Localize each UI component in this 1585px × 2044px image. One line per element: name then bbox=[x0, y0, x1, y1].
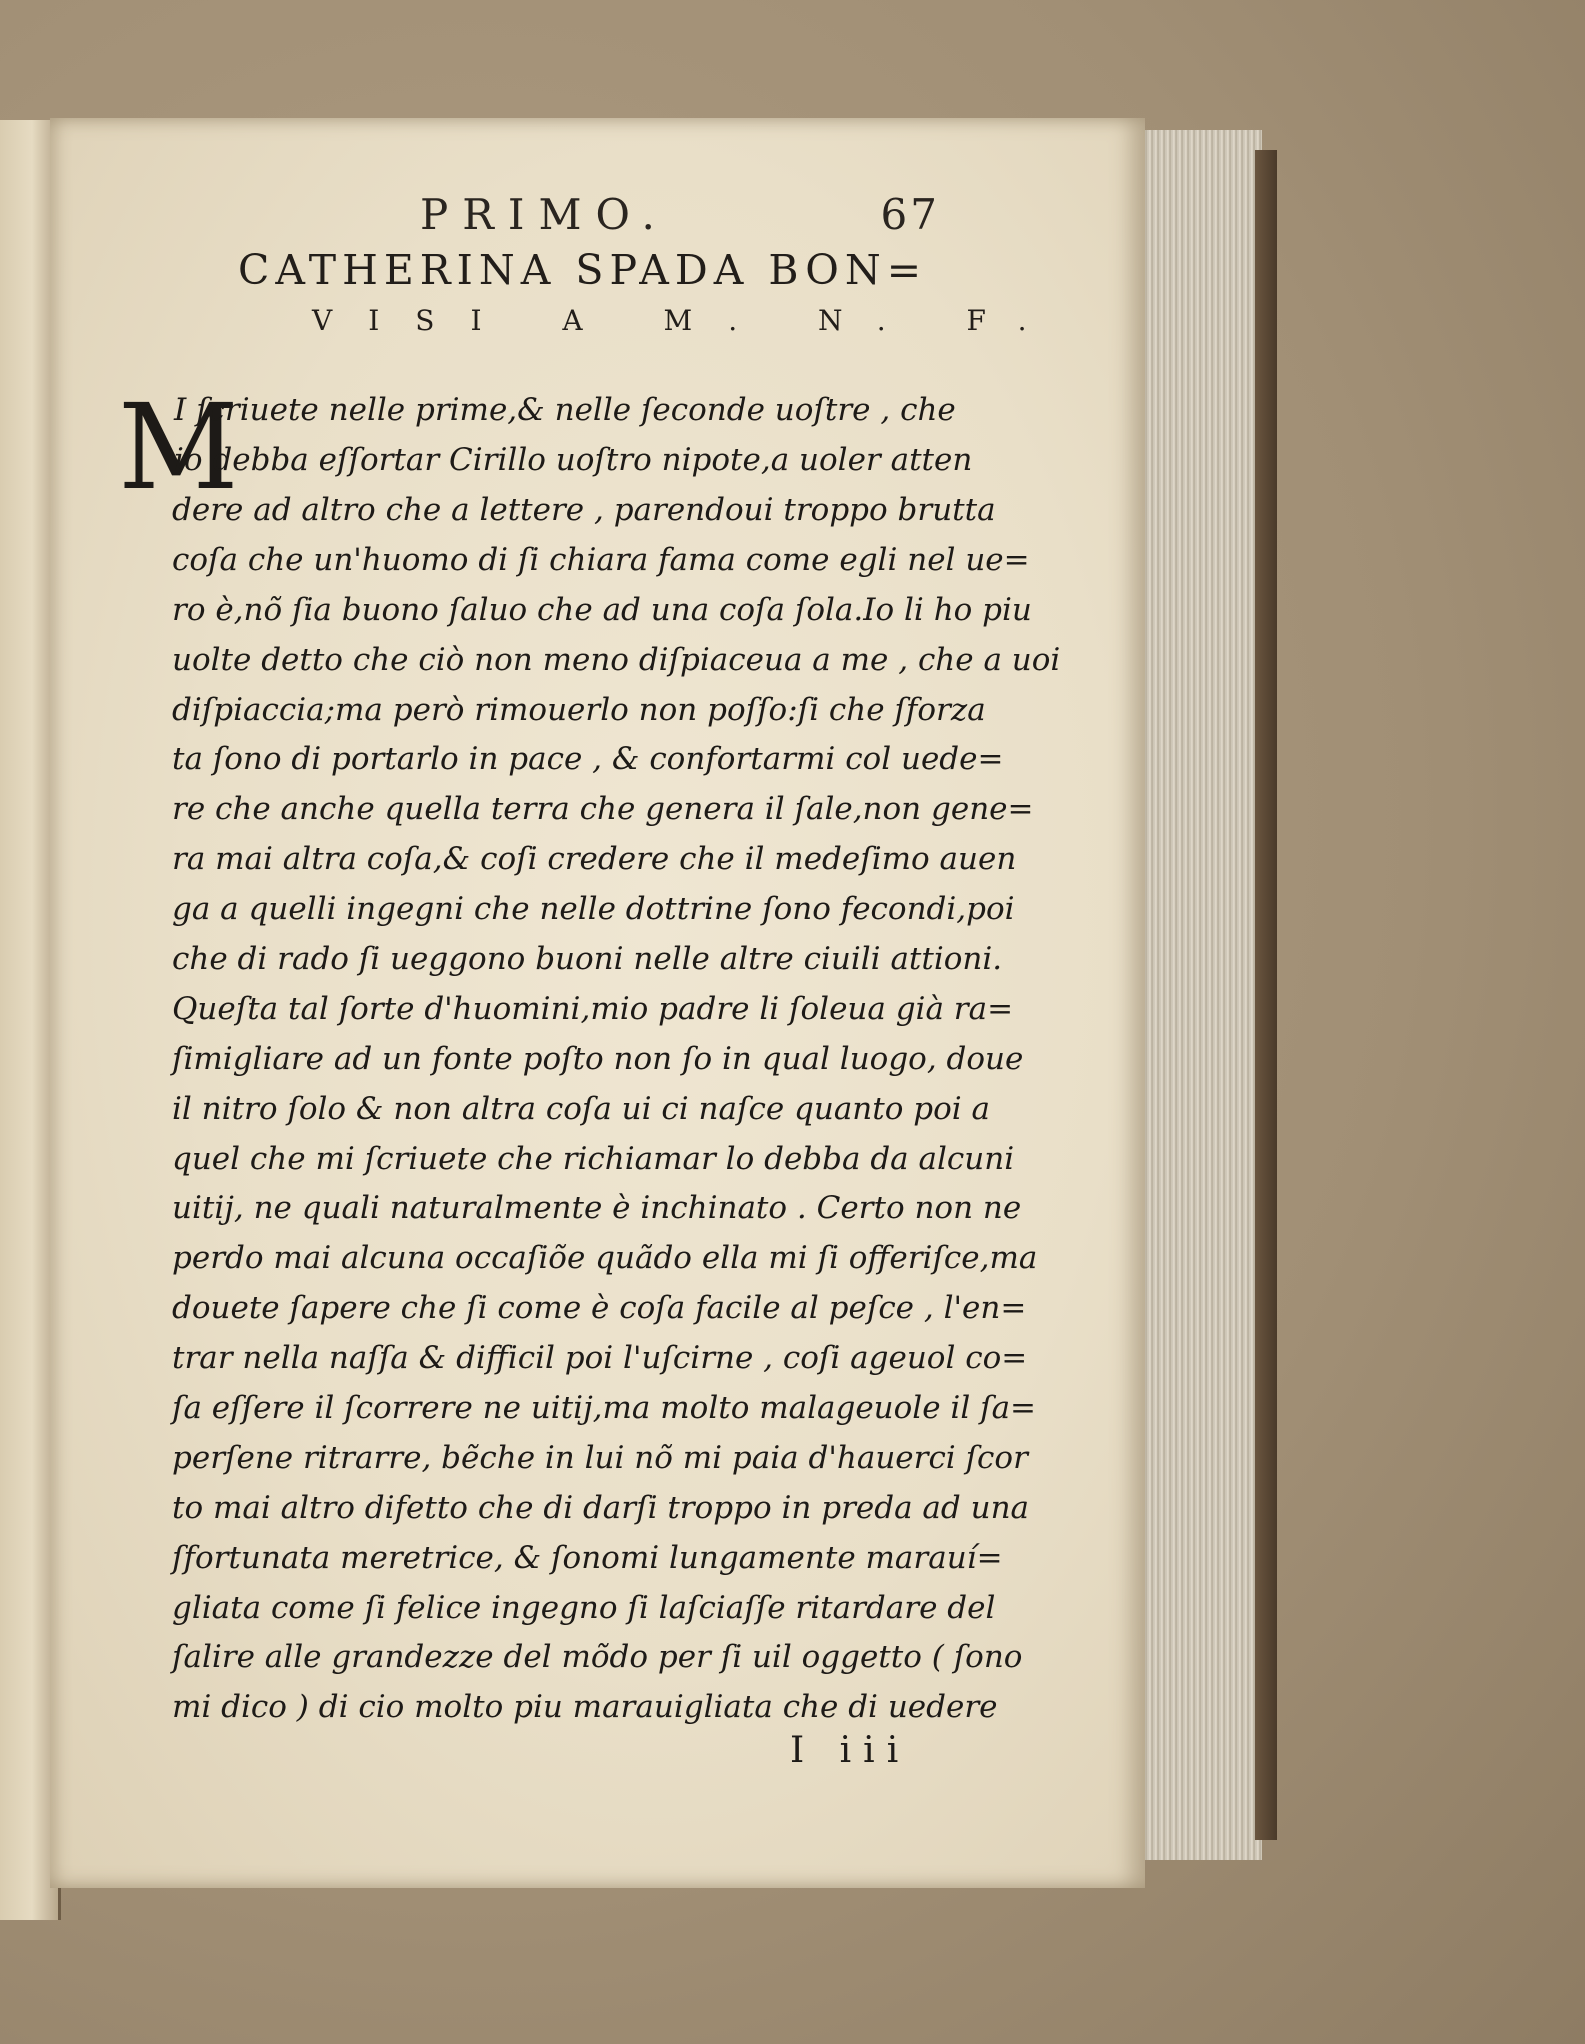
letter-heading-line-2: VISI A M. N. F. bbox=[312, 304, 1063, 337]
letter-body bbox=[172, 486, 1061, 1733]
letter-heading-line-1: CATHERINA SPADA BON= bbox=[238, 246, 928, 294]
text-line: ga a quelli ingegni che nelle dottrine ſono fecondi,poi bbox=[172, 891, 1015, 928]
text-line: ſa eſſere il ſcorrere ne uitij,ma molto malageuole il ſa= bbox=[172, 1390, 1037, 1427]
running-head-title: PRIMO. bbox=[420, 190, 669, 239]
text-line: io debba eſſortar Cirillo uoſtro nipote,a uoler atten bbox=[174, 441, 973, 478]
text-line: to mai altro difetto che di darſi troppo in preda ad una bbox=[172, 1489, 1030, 1526]
signature-mark: I iii bbox=[790, 1730, 911, 1771]
text-line: ra mai altra coſa,& coſi credere che il medeſimo auen bbox=[172, 841, 1017, 878]
letter-opening-lines bbox=[174, 386, 1004, 486]
text-line: ta ſono di portarlo in pace , & confortarmi col uede= bbox=[172, 741, 1004, 778]
text-line: Queſta tal ſorte d'huomini,mio padre li ſoleua già ra= bbox=[172, 990, 1014, 1027]
running-head bbox=[420, 190, 940, 250]
page-number: 67 bbox=[880, 190, 940, 239]
text-line: ſfortunata meretrice, & ſonomi lungamente marauí= bbox=[172, 1539, 1003, 1576]
text-line: diſpiaccia;ma però rimouerlo non poſſo:ſi che ſforza bbox=[172, 691, 986, 728]
text-line: I ſcriuete nelle prime,& nelle ſeconde uoſtre , che bbox=[174, 392, 956, 428]
text-line: perdo mai alcuna occaſiõe quãdo ella mi ſi offeriſce,ma bbox=[172, 1240, 1038, 1277]
text-line: uolte detto che ciò non meno diſpiaceua a me , che a uoi bbox=[172, 641, 1061, 678]
text-line: ſimigliare ad un fonte poſto non ſo in qual luogo, doue bbox=[172, 1040, 1024, 1077]
text-line: quel che mi ſcriuete che richiamar lo debba da alcuni bbox=[172, 1140, 1015, 1177]
text-line: trar nella naſſa & difficil poi l'uſcirne , coſi ageuol co= bbox=[172, 1340, 1028, 1377]
text-line: che di rado ſi ueggono buoni nelle altre ciuili attioni. bbox=[172, 941, 1003, 978]
page-block-edge bbox=[1140, 130, 1262, 1860]
text-line: perſene ritrarre, bẽche in lui nõ mi paia d'hauerci ſcor bbox=[172, 1439, 1028, 1476]
text-line: il nitro ſolo & non altra coſa ui ci naſce quanto poi a bbox=[172, 1090, 991, 1127]
text-line: mi dico ) di cio molto piu marauigliata che di uedere bbox=[172, 1689, 998, 1726]
text-line: douete ſapere che ſi come è coſa facile al peſce , l'en= bbox=[172, 1290, 1027, 1327]
text-line: gliata come ſi felice ingegno ſi laſciaſſe ritardare del bbox=[172, 1589, 996, 1626]
text-line: ro è,nõ ſia buono ſaluo che ad una coſa ſola.Io li ho piu bbox=[172, 591, 1032, 628]
text-line: re che anche quella terra che genera il ſale,non gene= bbox=[172, 791, 1034, 828]
book-cover-edge bbox=[1255, 150, 1277, 1840]
text-line: dere ad altro che a lettere , parendoui troppo brutta bbox=[172, 492, 996, 528]
text-line: coſa che un'huomo di ſi chiara fama come egli nel ue= bbox=[172, 541, 1030, 578]
text-line: uitij, ne quali naturalmente è inchinato . Certo non ne bbox=[172, 1190, 1022, 1227]
text-line: ſalire alle grandezze del mõdo per ſi uil oggetto ( ſono bbox=[172, 1639, 1023, 1676]
drop-capital: M bbox=[118, 378, 239, 516]
